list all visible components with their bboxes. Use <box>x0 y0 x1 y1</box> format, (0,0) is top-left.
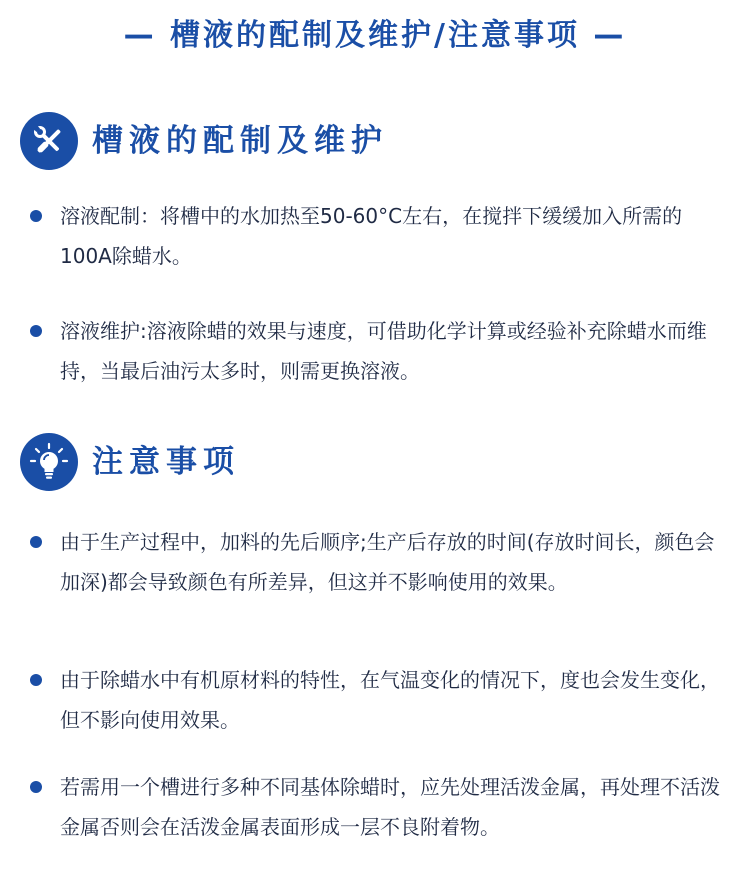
bullet-dot <box>30 325 42 337</box>
bullet-dot <box>30 210 42 222</box>
list-item <box>30 767 730 847</box>
section-title: 注意事项 <box>92 444 240 480</box>
section-title: 槽液的配制及维护 <box>92 123 388 159</box>
bullet-dot <box>30 781 42 793</box>
bullet-dot <box>30 536 42 548</box>
wrench-screwdriver-icon <box>20 112 78 170</box>
list-item-text: 由于生产过程中，加料的先后顺序;生产后存放的时间(存放时间长，颜色会加深)都会导致颜色有所差异，但这并不影响使用的效果。 <box>60 530 715 594</box>
list-item <box>30 522 730 602</box>
list-item-text: 溶液维护:溶液除蜡的效果与速度，可借助化学计算或经验补充除蜡水而维持，当最后油污太多时，则需更换溶液。 <box>60 319 707 383</box>
list-item-text: 由于除蜡水中有机原材料的特性，在气温变化的情况下，度也会发生变化，但不影向使用效果。 <box>60 668 720 732</box>
section-header-maintenance <box>20 111 388 171</box>
page-banner-title: — 槽液的配制及维护/注意事项 — <box>123 18 627 53</box>
list-item <box>30 196 730 276</box>
bullet-dot <box>30 674 42 686</box>
lightbulb-icon <box>20 433 78 491</box>
list-item-text: 溶液配制：将槽中的水加热至50-60°C左右，在搅拌下缓缓加入所需的100A除蜡水。 <box>60 204 683 268</box>
section-header-notes <box>20 432 240 492</box>
list-item <box>30 311 730 391</box>
list-item <box>30 660 730 740</box>
list-item-text: 若需用一个槽进行多种不同基体除蜡时，应先处理活泼金属，再处理不活泼金属否则会在活泼金属表面形成一层不良附着物。 <box>60 775 720 839</box>
